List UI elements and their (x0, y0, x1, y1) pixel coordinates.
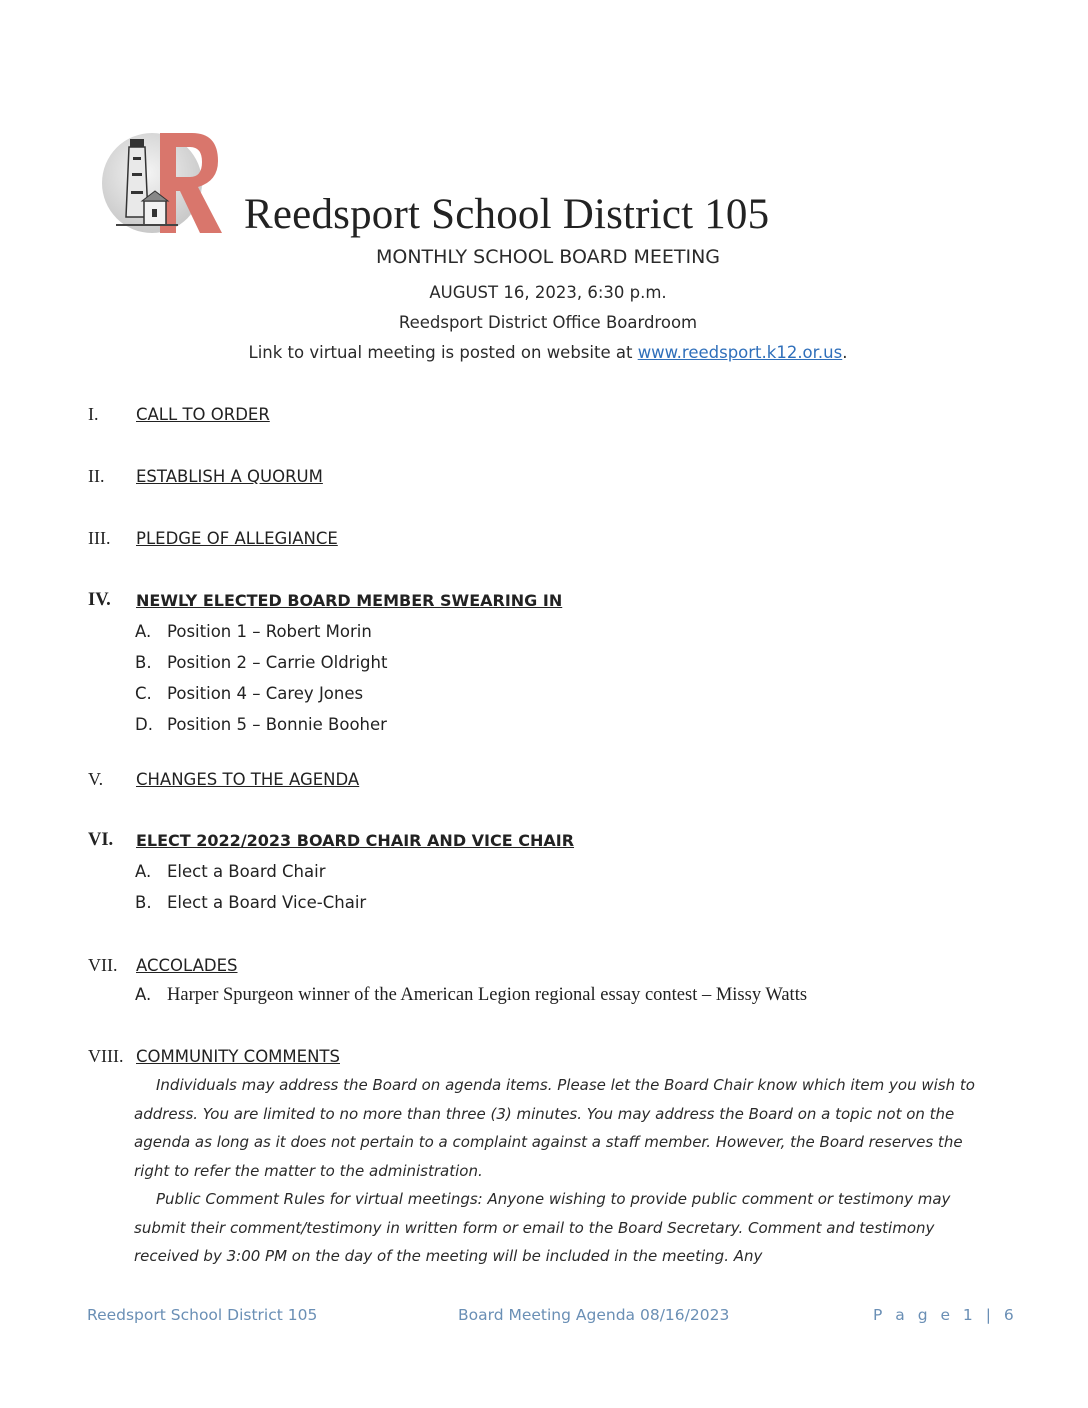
comment-paragraph: Individuals may address the Board on agenda items. Please let the Board Chair know which item you wish to address. You are limited to no more than three (3) minutes. You may address the Board on a topic not on the agenda as long as it does not pertain to a complaint against a staff member. However, the Board reserves the right to refer the matter to the administration. (134, 1076, 975, 1180)
district-logo (100, 125, 230, 240)
list-item (135, 715, 387, 734)
footer-agenda-date: Board Meeting Agenda 08/16/2023 (458, 1306, 730, 1324)
item-letter: B. (135, 893, 152, 912)
agenda-heading-accolades: ACCOLADES (136, 956, 238, 975)
comment-paragraph: Public Comment Rules for virtual meetings: Anyone wishing to provide public comment or testimony may submit their comment/testimony in written form or email to the Board Secretary. Comment and testimony received by 3:00 PM on the day of the meeting will be included in the meeting. Any (134, 1190, 951, 1265)
item-letter: B. (135, 653, 152, 672)
agenda-heading-changes: CHANGES TO THE AGENDA (136, 770, 360, 789)
list-item (135, 684, 363, 703)
item-text: Elect a Board Chair (167, 862, 326, 881)
agenda-heading-quorum: ESTABLISH A QUORUM (136, 467, 323, 486)
agenda-heading-call-to-order: CALL TO ORDER (136, 405, 270, 424)
agenda-heading-pledge: PLEDGE OF ALLEGIANCE (136, 529, 338, 548)
item-letter: A. (135, 862, 152, 881)
link-suffix: . (842, 343, 848, 362)
item-letter: A. (135, 622, 152, 641)
footer-district: Reedsport School District 105 (87, 1306, 318, 1324)
footer-page-number: P a g e 1 | 6 (873, 1306, 1018, 1324)
agenda-numeral: VI. (88, 830, 114, 850)
item-text: Position 2 – Carrie Oldright (167, 653, 388, 672)
list-item (135, 622, 372, 641)
agenda-numeral: II. (88, 466, 105, 486)
agenda-numeral: I. (88, 404, 99, 424)
community-comments-text (134, 1071, 994, 1271)
lighthouse-logo-icon (100, 125, 230, 240)
meeting-datetime: AUGUST 16, 2023, 6:30 p.m. (429, 283, 667, 302)
meeting-location: Reedsport District Office Boardroom (398, 313, 698, 332)
meeting-title: MONTHLY SCHOOL BOARD MEETING (375, 246, 721, 268)
list-item (135, 985, 807, 1006)
agenda-numeral: IV. (88, 590, 111, 610)
link-prefix: Link to virtual meeting is posted on website at (248, 343, 638, 362)
item-text: Position 1 – Robert Morin (167, 622, 372, 641)
item-text: Position 4 – Carey Jones (167, 684, 364, 703)
agenda-numeral: VII. (88, 955, 118, 975)
agenda-heading-community-comments: COMMUNITY COMMENTS (136, 1047, 340, 1066)
item-letter: A. (135, 985, 152, 1004)
list-item (135, 893, 366, 912)
item-text: Elect a Board Vice-Chair (167, 893, 367, 912)
district-title: Reedsport School District 105 (244, 191, 770, 238)
website-link[interactable]: www.reedsport.k12.or.us (637, 343, 843, 362)
list-item (135, 862, 326, 881)
agenda-numeral: VIII. (88, 1046, 124, 1066)
item-letter: D. (135, 715, 153, 734)
agenda-numeral: III. (88, 528, 111, 548)
agenda-numeral: V. (88, 769, 104, 789)
agenda-heading-swearing-in: NEWLY ELECTED BOARD MEMBER SWEARING IN (136, 591, 563, 610)
list-item (135, 653, 387, 672)
item-letter: C. (135, 684, 152, 703)
virtual-meeting-line (0, 343, 1088, 362)
agenda-heading-elect-chair: ELECT 2022/2023 BOARD CHAIR AND VICE CHAIR (136, 831, 575, 850)
item-text: Position 5 – Bonnie Booher (167, 715, 387, 734)
item-text: Harper Spurgeon winner of the American Legion regional essay contest – Missy Watts (167, 985, 808, 1005)
